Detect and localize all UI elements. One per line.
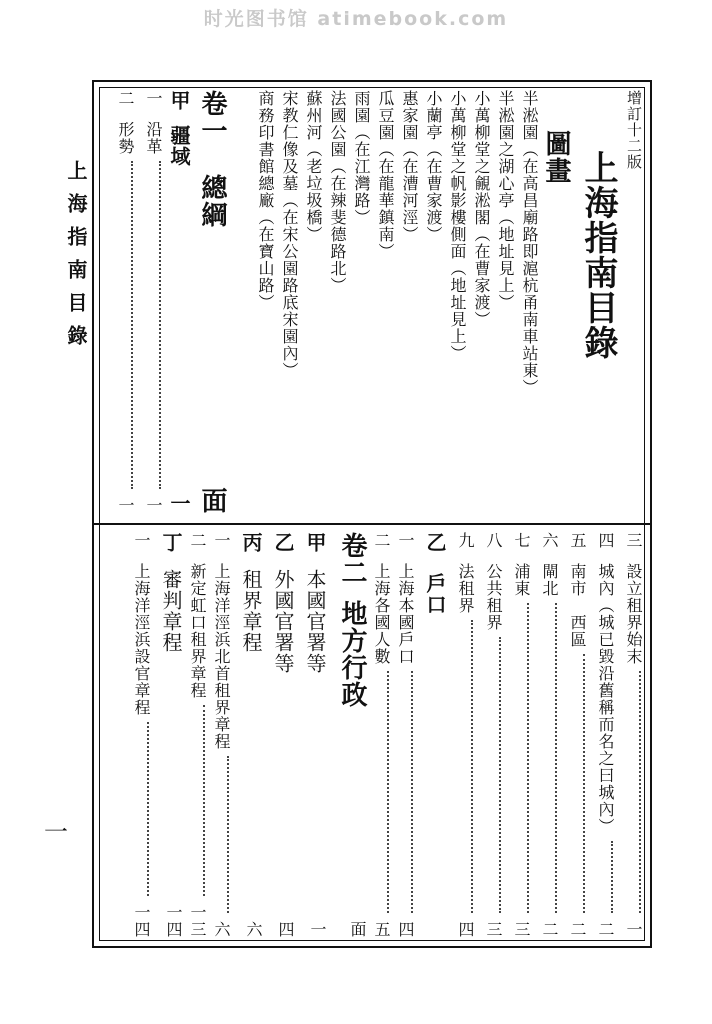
entry-title: 上海洋涇浜設官章程: [132, 563, 151, 716]
illustration-item: [465, 90, 489, 514]
entry-page: 四: [396, 921, 415, 938]
illustration-item: [249, 90, 273, 514]
entry-title: 商務印書館總廠（在寶山路）: [256, 90, 275, 311]
entry-page: 三: [512, 921, 531, 938]
illustration-item: [369, 90, 393, 514]
entry-number: 一: [132, 532, 151, 549]
illustration-item: [345, 90, 369, 514]
watermark: 时光图书馆 atimebook.com: [203, 8, 509, 30]
entry-number: 九: [456, 532, 475, 549]
toc-bottom-panel: [101, 532, 643, 938]
entry-page: 一四: [132, 904, 151, 938]
entry-title: 上海各國人數: [372, 563, 391, 665]
entry-number: 八: [484, 532, 503, 549]
entry-title: 半淞園（在高昌廟路即滬杭甬南車站東）: [520, 90, 539, 396]
volume-1-heading: 卷一 總綱 面: [189, 90, 225, 514]
entry-title: 上海洋涇浜北首租界章程: [212, 563, 231, 750]
toc-entry: [365, 532, 389, 938]
entry-number: 一: [144, 90, 163, 107]
entry-page: 一: [116, 497, 135, 514]
entry-page: 一: [624, 921, 643, 938]
illustration-item: [489, 90, 513, 514]
illustration-item: [513, 90, 537, 514]
entry-list: [365, 532, 413, 938]
illustration-item: [441, 90, 465, 514]
page-number: 一: [44, 818, 68, 846]
entry-list: [445, 532, 641, 938]
entry-number: 二: [188, 532, 207, 549]
entry-title: 上海本國戶口: [396, 563, 415, 665]
entry-title: 惠家園（在漕河涇）: [400, 90, 419, 243]
illustration-item: [273, 90, 297, 514]
entry-page: 二: [568, 921, 587, 938]
entry-title: 公共租界: [484, 563, 503, 631]
entry-page: 四: [456, 921, 475, 938]
dot-leader: [639, 671, 641, 913]
toc-entry: [557, 532, 585, 938]
entry-title: 城內（城已毀沿舊稱而名之曰城內）: [596, 563, 615, 835]
section-jia: 甲 本國官署等 一: [303, 532, 327, 938]
entry-number: 五: [568, 532, 587, 549]
entry-number: 一: [396, 532, 415, 549]
toc-entry: [585, 532, 613, 938]
entry-title: 瓜豆園（在龍華鎮南）: [376, 90, 395, 260]
toc-entry: [501, 532, 529, 938]
toc-entry: [529, 532, 557, 938]
entry-title: 南市 西區: [568, 563, 587, 648]
entry-list: [125, 532, 149, 938]
volume-2-heading: 卷二 地方行政 面: [325, 532, 365, 938]
illustration-item: [297, 90, 321, 514]
entry-title: 小萬柳堂之帆影樓側面（地址見上）: [448, 90, 467, 362]
entry-number: 二: [372, 532, 391, 549]
entry-page: 三: [484, 921, 503, 938]
toc-entry: [473, 532, 501, 938]
entry-page: 二: [540, 921, 559, 938]
entry-title: 半淞園之湖心亭（地址見上）: [496, 90, 515, 311]
entry-page: 五: [372, 921, 391, 938]
entry-title: 小蘭亭（在曹家渡）: [424, 90, 443, 243]
entry-title: 閘北: [540, 563, 559, 597]
entry-title: 形勢: [116, 121, 135, 155]
page-column-header: 面: [197, 487, 227, 514]
entry-number: 四: [596, 532, 615, 549]
spacer: [225, 90, 249, 514]
toc-entry: [389, 532, 413, 938]
entry-title: 宋教仁像及墓（在宋公園路底宋園內）: [280, 90, 299, 379]
edition-label: 增訂十二版: [625, 90, 643, 170]
toc-entry: [445, 532, 473, 938]
page-column-header: 面: [348, 921, 367, 938]
section-illustrations: 圖畫: [541, 130, 571, 184]
entry-number: 二: [116, 90, 135, 107]
entry-title: 小萬柳堂之覦淞閣（在曹家渡）: [472, 90, 491, 328]
illustration-item: [321, 90, 345, 514]
page-side-label: 上 海 指 南 目 錄: [64, 160, 88, 348]
entry-title: 設立租界始末: [624, 563, 643, 665]
entry-title: 法租界: [456, 563, 475, 614]
entry-list: [181, 532, 229, 938]
toc-entry: [205, 532, 229, 938]
entry-page: 二: [596, 921, 615, 938]
part-jia-heading: 甲 疆域 一: [167, 90, 191, 514]
toc-entry: [125, 532, 149, 938]
illustration-item: [417, 90, 441, 514]
entry-title: 法國公園（在辣斐德路北）: [328, 90, 347, 294]
entry-page: 一: [144, 497, 163, 514]
toc-title: 上海指南目錄: [578, 150, 618, 360]
entry-page: 一三: [188, 904, 207, 938]
entry-number: 一: [212, 532, 231, 549]
entry-title: 新定虹口租界章程: [188, 563, 207, 699]
toc-entry: [133, 90, 161, 514]
entry-title: 沿革: [144, 121, 163, 155]
entry-title: 蘇州河（老垃圾橋）: [304, 90, 323, 243]
entry-number: 六: [540, 532, 559, 549]
entry-number: 三: [624, 532, 643, 549]
section-ding: 丁 審判章程 一四: [159, 532, 183, 938]
section-bing: 丙 租界章程 六: [239, 532, 263, 938]
section-divider: [92, 523, 652, 525]
toc-top-panel: [101, 90, 643, 514]
entry-page: 六: [212, 921, 231, 938]
toc-entry: [181, 532, 205, 938]
part-yi-heading: 乙 戶口: [423, 532, 447, 615]
entry-number: 七: [512, 532, 531, 549]
toc-entry: [105, 90, 133, 514]
entry-title: 浦東: [512, 563, 531, 597]
illustration-item: [393, 90, 417, 514]
toc-entry: [613, 532, 641, 938]
entry-title: 雨園（在江灣路）: [352, 90, 371, 226]
entry-list: [105, 90, 161, 514]
illustration-list: [249, 90, 537, 514]
section-yi: 乙 外國官署等 四: [271, 532, 295, 938]
